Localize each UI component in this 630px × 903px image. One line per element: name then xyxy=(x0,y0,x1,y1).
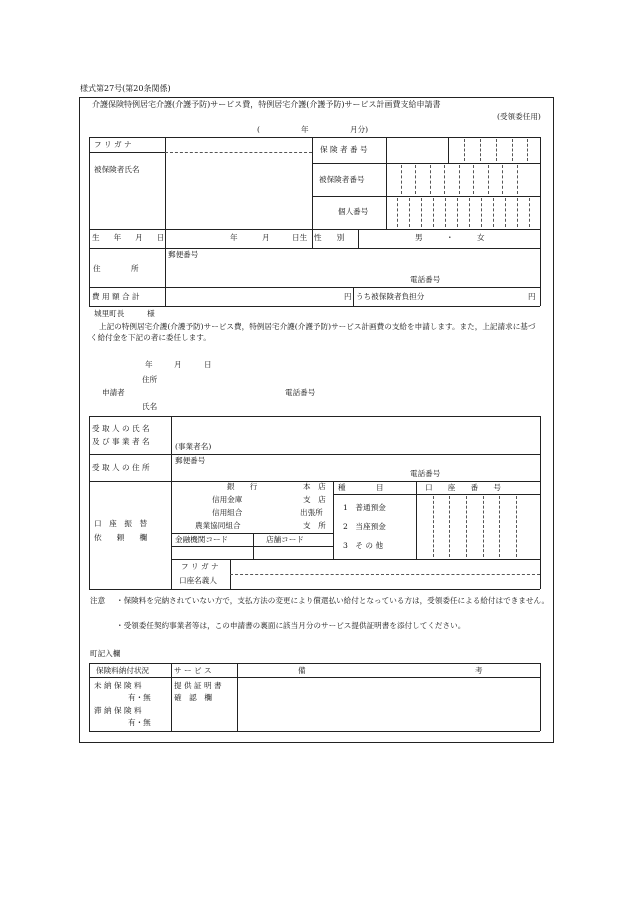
bank-type-shinkin[interactable]: 信用金庫 xyxy=(212,495,243,504)
service-cert-label: 提 供 証 明 書 xyxy=(174,681,222,690)
account-type-checking[interactable]: 2 当座預金 xyxy=(343,522,386,531)
form-title: 介護保険特例居宅介護(介護予防)サービス費，特例居宅介護(介護予防)サービス計画費支給申請書 xyxy=(92,100,441,109)
note-item: ・保険料を完納されていない方で，支払方法の変更により償還払い給付となっている方は，受領委任による給付はできません。 xyxy=(116,596,550,605)
copay-yen: 円 xyxy=(528,292,536,301)
recipient-name-label-1: 受 取 人 の 氏 名 xyxy=(92,424,150,433)
recipient-phone-label: 電話番号 xyxy=(410,469,441,478)
insurer-number-field[interactable] xyxy=(449,138,539,162)
declaration-text: 上記の特例居宅介護(介護予防)サービス費，特例居宅介護(介護予防)サービス計画費の支給を申請します。また，上記請求に基づく給付金を下記の者に委任します。 xyxy=(90,322,536,342)
holder-label: 口座名義人 xyxy=(179,576,217,585)
unpaid-label: 未 納 保 険 料 xyxy=(94,681,142,690)
premium-status-label: 保険料納付状況 xyxy=(96,666,150,675)
insured-name-field[interactable] xyxy=(166,153,311,228)
sex-male-option[interactable]: 男 xyxy=(415,233,423,242)
remarks-label-2: 考 xyxy=(475,666,483,675)
confirm-label: 確 認 欄 xyxy=(174,693,212,702)
copay-label: うち被保険者負担分 xyxy=(356,292,425,301)
bank-label-1: 口 座 振 替 xyxy=(94,519,148,528)
branch-code-label: 店舗コード xyxy=(266,535,304,544)
branch-type-branch[interactable]: 支 店 xyxy=(303,495,326,504)
sex-separator: ・ xyxy=(446,233,454,242)
holder-name-field[interactable] xyxy=(231,575,539,588)
date-year-unit: 年 xyxy=(145,360,153,369)
account-type-savings[interactable]: 1 普通預金 xyxy=(343,503,386,512)
applicant-label: 申請者 xyxy=(102,388,125,397)
date-month-unit: 月 xyxy=(174,360,182,369)
insured-number-label: 被保険者番号 xyxy=(319,175,365,184)
birth-year-unit: 年 xyxy=(230,233,238,242)
address-field[interactable] xyxy=(166,261,406,285)
account-number-field[interactable] xyxy=(417,495,539,558)
cost-total-yen: 円 xyxy=(344,292,352,301)
insurer-number-label: 保 険 者 番 号 xyxy=(320,145,368,154)
branch-type-head[interactable]: 本 店 xyxy=(303,482,326,491)
account-type-header: 種 目 xyxy=(338,483,384,492)
insured-number-field[interactable] xyxy=(387,164,539,195)
period-open: ( xyxy=(257,125,260,134)
unpaid-yes-no[interactable]: 有・無 xyxy=(128,693,151,702)
overdue-label: 滞 納 保 険 料 xyxy=(94,706,142,715)
sex-label: 性 別 xyxy=(314,233,345,242)
service-label: サ ー ビ ス xyxy=(174,666,212,675)
recipient-postal-label: 郵便番号 xyxy=(175,456,206,465)
address-phone-label: 電話番号 xyxy=(410,275,441,284)
insured-name-label: 被保険者氏名 xyxy=(94,165,140,174)
bank-type-agri-coop[interactable]: 農業協同組合 xyxy=(195,521,241,530)
applicant-address-label: 住所 xyxy=(142,375,158,384)
bank-type-credit-union[interactable]: 信用組合 xyxy=(212,508,243,517)
overdue-yes-no[interactable]: 有・無 xyxy=(128,718,151,727)
birth-day-unit: 日生 xyxy=(292,233,308,242)
personal-number-label: 個人番号 xyxy=(338,207,369,216)
account-number-header: 口 座 番 号 xyxy=(425,483,501,492)
town-use-label: 町記入欄 xyxy=(90,649,121,658)
recipient-address-label: 受 取 人 の 住 所 xyxy=(92,463,150,472)
applicant-name-label: 氏名 xyxy=(142,402,158,411)
form-subtitle: (受領委任用) xyxy=(497,112,541,121)
holder-furigana-label: フ リ ガ ナ xyxy=(181,562,219,571)
note-item: ・受領委任契約事業者等は，この申請書の裏面に該当月分のサービス提供証明書を添付してください。 xyxy=(116,621,466,630)
birthdate-label: 生 年 月 日 xyxy=(92,233,168,242)
applicant-phone-label: 電話番号 xyxy=(285,388,316,397)
personal-number-field[interactable] xyxy=(387,197,539,228)
bank-type-bank[interactable]: 銀 行 xyxy=(227,482,258,491)
bank-label-2: 依 頼 欄 xyxy=(94,533,148,542)
birth-month-unit: 月 xyxy=(262,233,270,242)
account-type-other[interactable]: 3 そ の 他 xyxy=(343,541,384,550)
period-month-unit: 月分) xyxy=(350,125,369,134)
date-day-unit: 日 xyxy=(204,360,212,369)
period-year-unit: 年 xyxy=(301,125,309,134)
sex-female-option[interactable]: 女 xyxy=(477,233,485,242)
remarks-field[interactable] xyxy=(238,678,539,730)
branch-type-branch-office[interactable]: 支 所 xyxy=(303,521,326,530)
recipient-business-name: (事業者名) xyxy=(175,442,212,451)
notes-head: 注意 xyxy=(90,596,106,605)
address-label: 住 所 xyxy=(93,264,139,273)
institution-code-label: 金融機関コード xyxy=(175,535,229,544)
remarks-label-1: 備 xyxy=(298,666,306,675)
postal-label: 郵便番号 xyxy=(168,250,199,259)
addressee: 城里町長 様 xyxy=(94,309,155,318)
cost-total-label: 費 用 額 合 計 xyxy=(92,292,140,301)
form-number: 様式第27号(第20条関係) xyxy=(80,84,171,93)
branch-type-sub-office[interactable]: 出張所 xyxy=(300,508,323,517)
furigana-label: フ リ ガ ナ xyxy=(94,140,132,149)
recipient-name-label-2: 及 び 事 業 者 名 xyxy=(92,437,150,446)
